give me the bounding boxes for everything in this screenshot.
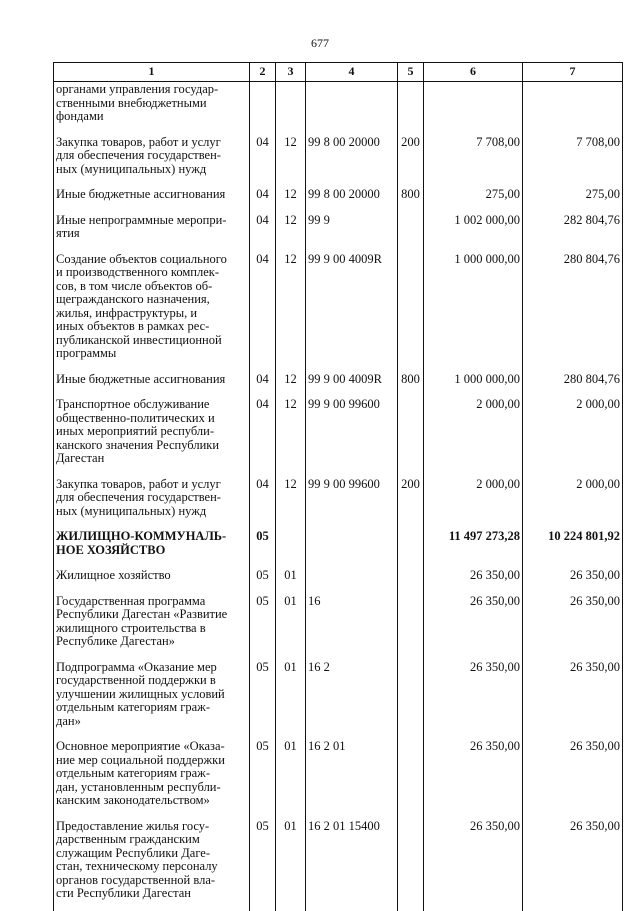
row-target-article: 99 9 00 4009R [306,371,398,397]
row-target-article: 16 2 [306,659,398,739]
row-subsection-code: 12 [276,134,306,187]
table-row [54,659,623,739]
budget-table [53,62,623,911]
row-expense-type [398,528,424,567]
row-target-article [306,567,398,593]
row-subsection-code: 12 [276,396,306,476]
row-target-article [306,82,398,134]
row-name: Жилищное хозяйство [54,567,250,593]
row-name: органами управления государ- ственными внебюджетными фондами [54,82,250,134]
row-amount-1: 7 708,00 [424,134,523,187]
row-amount-2: 275,00 [523,186,623,212]
row-target-article: 99 8 00 20000 [306,134,398,187]
table-row [54,371,623,397]
row-name: Подпрограмма «Оказание мер государственной поддержки в улучшении жилищных условий отдельным категориям граж- дан» [54,659,250,739]
page-number: 677 [311,36,329,50]
row-subsection-code: 12 [276,476,306,529]
row-expense-type: 200 [398,476,424,529]
row-amount-2: 26 350,00 [523,818,623,911]
row-expense-type: 800 [398,186,424,212]
row-target-article: 16 [306,593,398,659]
row-amount-1: 1 000 000,00 [424,371,523,397]
row-expense-type: 200 [398,134,424,187]
row-amount-1: 2 000,00 [424,396,523,476]
row-expense-type: 800 [398,371,424,397]
row-amount-2: 7 708,00 [523,134,623,187]
row-expense-type [398,567,424,593]
row-section-code: 05 [250,593,276,659]
row-amount-2: 26 350,00 [523,593,623,659]
row-subsection-code: 01 [276,593,306,659]
header-col-7: 7 [523,63,623,82]
table-row [54,567,623,593]
header-col-3: 3 [276,63,306,82]
row-subsection-code [276,528,306,567]
row-amount-1 [424,82,523,134]
table-row [54,251,623,371]
row-name: ЖИЛИЩНО-КОММУНАЛЬ- НОЕ ХОЗЯЙСТВО [54,528,250,567]
row-subsection-code: 01 [276,738,306,818]
table-row [54,738,623,818]
row-name: Иные непрограммные меропри- ятия [54,212,250,251]
table-row [54,186,623,212]
table-row [54,818,623,911]
row-name: Транспортное обслуживание общественно-политических и иных мероприятий республи- канского значения Республики Дагестан [54,396,250,476]
row-subsection-code: 12 [276,212,306,251]
row-section-code: 05 [250,738,276,818]
row-amount-1: 1 000 000,00 [424,251,523,371]
row-amount-2: 2 000,00 [523,476,623,529]
row-section-code: 05 [250,659,276,739]
row-amount-2: 280 804,76 [523,371,623,397]
row-amount-1: 26 350,00 [424,567,523,593]
row-section-code: 04 [250,396,276,476]
row-amount-1: 2 000,00 [424,476,523,529]
table-row [54,396,623,476]
row-name: Закупка товаров, работ и услуг для обеспечения государствен- ных (муниципальных) нужд [54,476,250,529]
row-subsection-code: 01 [276,818,306,911]
header-col-2: 2 [250,63,276,82]
table-row [54,593,623,659]
row-amount-1: 26 350,00 [424,659,523,739]
row-subsection-code: 12 [276,371,306,397]
row-section-code: 04 [250,251,276,371]
table-row [54,528,623,567]
row-target-article [306,528,398,567]
row-name: Предоставление жилья госу- дарственным гражданским служащим Республики Даге- стан, техническому персоналу органов государственной вла- сти Республики Дагестан [54,818,250,911]
row-amount-2: 2 000,00 [523,396,623,476]
row-amount-2: 26 350,00 [523,659,623,739]
row-expense-type [398,396,424,476]
row-section-code: 05 [250,528,276,567]
table-row [54,134,623,187]
row-amount-2: 26 350,00 [523,567,623,593]
row-target-article: 16 2 01 15400 [306,818,398,911]
row-subsection-code: 01 [276,567,306,593]
row-section-code: 04 [250,476,276,529]
row-expense-type [398,82,424,134]
row-amount-2: 26 350,00 [523,738,623,818]
row-section-code: 04 [250,186,276,212]
row-amount-1: 26 350,00 [424,818,523,911]
row-amount-1: 275,00 [424,186,523,212]
row-section-code: 04 [250,134,276,187]
row-name: Закупка товаров, работ и услуг для обеспечения государствен- ных (муниципальных) нужд [54,134,250,187]
table-row [54,212,623,251]
row-amount-2: 282 804,76 [523,212,623,251]
row-section-code: 04 [250,212,276,251]
row-target-article: 99 8 00 20000 [306,186,398,212]
row-subsection-code [276,82,306,134]
table-body [54,82,623,911]
row-name: Государственная программа Республики Дагестан «Развитие жилищного строительства в Республике Дагестан» [54,593,250,659]
row-target-article: 16 2 01 [306,738,398,818]
row-amount-1: 26 350,00 [424,738,523,818]
row-subsection-code: 12 [276,251,306,371]
table-row [54,82,623,134]
row-section-code: 05 [250,567,276,593]
header-col-4: 4 [306,63,398,82]
row-section-code [250,82,276,134]
row-amount-2: 10 224 801,92 [523,528,623,567]
row-expense-type [398,251,424,371]
table-row [54,476,623,529]
row-name: Создание объектов социального и производственного комплек- сов, в том числе объектов об- щегражданского назначения, жилья, инфраструктуры, и иных объектов в рамках рес- публиканской инвестиционной программы [54,251,250,371]
row-target-article: 99 9 [306,212,398,251]
row-target-article: 99 9 00 4009R [306,251,398,371]
row-subsection-code: 12 [276,186,306,212]
row-name: Иные бюджетные ассигнования [54,371,250,397]
row-target-article: 99 9 00 99600 [306,396,398,476]
row-expense-type [398,593,424,659]
header-col-1: 1 [54,63,250,82]
row-section-code: 04 [250,371,276,397]
row-expense-type [398,738,424,818]
row-amount-1: 1 002 000,00 [424,212,523,251]
row-amount-1: 11 497 273,28 [424,528,523,567]
row-target-article: 99 9 00 99600 [306,476,398,529]
row-amount-2 [523,82,623,134]
row-amount-1: 26 350,00 [424,593,523,659]
row-subsection-code: 01 [276,659,306,739]
row-expense-type [398,818,424,911]
row-name: Иные бюджетные ассигнования [54,186,250,212]
row-expense-type [398,659,424,739]
row-amount-2: 280 804,76 [523,251,623,371]
row-expense-type [398,212,424,251]
header-col-6: 6 [424,63,523,82]
table-header-row [54,63,623,82]
row-section-code: 05 [250,818,276,911]
row-name: Основное мероприятие «Оказа- ние мер социальной поддержки отдельным категориям граж- дан, установленным республи- канским законодательством» [54,738,250,818]
header-col-5: 5 [398,63,424,82]
